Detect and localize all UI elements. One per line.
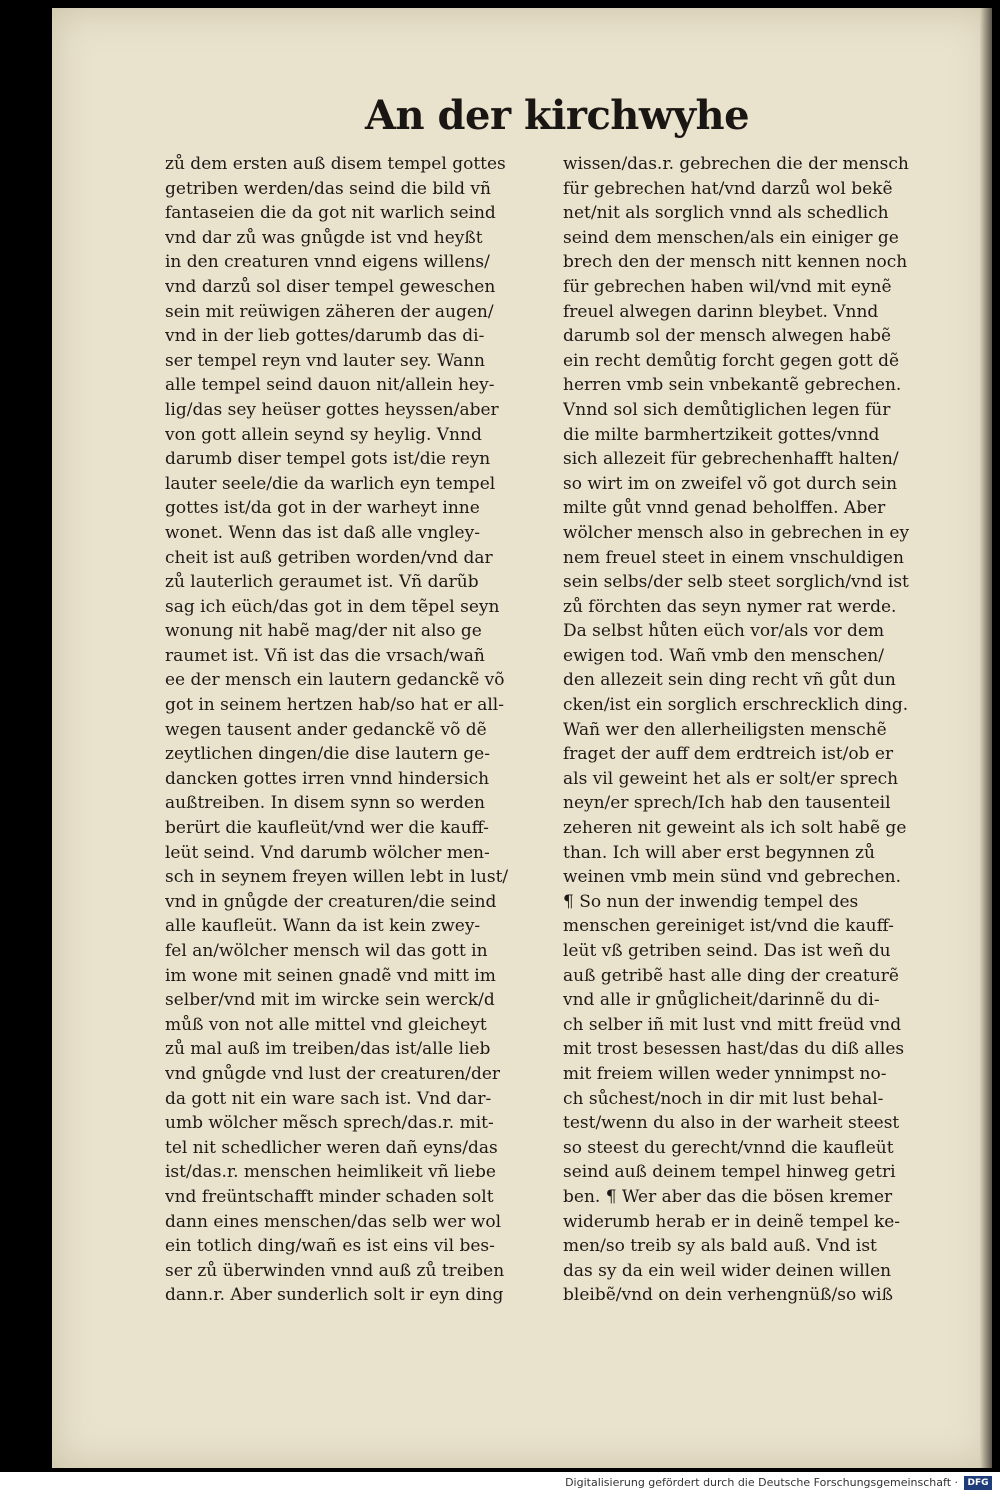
text-line: mit freiem willen weder ynnimpst no- <box>563 1063 887 1084</box>
text-line: fraget der auff dem erdtreich ist/ob er <box>563 744 894 765</box>
text-line: seind dem menschen/als ein einiger ge <box>563 227 899 248</box>
text-line: menschen gereiniget ist/vnd die kauff- <box>563 916 894 937</box>
text-line: nem freuel steet in einem vnschuldigen <box>563 547 904 568</box>
text-line: als vil geweint het als er solt/er sprech <box>563 768 899 789</box>
text-line: berürt die kaufleüt/vnd wer die kauff- <box>165 818 489 839</box>
text-line: zů lauterlich geraumet ist. Vñ darũb <box>165 572 479 593</box>
text-line: darumb sol der mensch alwegen habẽ <box>563 326 892 347</box>
text-line: vnd dar zů was gnůgde ist vnd heyßt <box>165 227 483 248</box>
text-line: fel an/wölcher mensch wil das gott in <box>165 941 488 961</box>
text-line: cheit ist auß getriben worden/vnd dar <box>165 547 493 568</box>
text-line: test/wenn du also in der warheit steest <box>563 1113 900 1134</box>
right-text-column <box>563 152 933 1308</box>
text-line: Wañ wer den allerheiligsten menschẽ <box>563 719 887 740</box>
text-line: wölcher mensch also in gebrechen in ey <box>563 522 910 543</box>
text-line: auß getribẽ hast alle ding der creaturẽ <box>563 965 899 986</box>
text-line: zů förchten das seyn nymer rat werde. <box>563 596 897 617</box>
text-line: got in seinem hertzen hab/so hat er all- <box>165 695 504 716</box>
text-line: brech den der mensch nitt kennen noch <box>563 252 908 273</box>
text-line: alle kaufleüt. Wann da ist kein zwey- <box>165 916 481 937</box>
text-line: ein recht demůtig forcht gegen gott dẽ <box>563 350 900 371</box>
text-line: außtreiben. In disem synn so werden <box>165 793 485 814</box>
text-line: net/nit als sorglich vnnd als schedlich <box>563 203 889 224</box>
dfg-logo: DFG <box>964 1476 992 1490</box>
text-line: ch selber iñ mit lust vnd mitt freüd vnd <box>563 1014 902 1035</box>
text-line: gottes ist/da got in der warheyt inne <box>165 498 480 519</box>
text-line: das sy da ein weil wider deinen willen <box>563 1260 892 1281</box>
text-line: vnd gnůgde vnd lust der creaturen/der <box>165 1063 501 1084</box>
text-line: zeheren nit geweint als ich solt habẽ ge <box>563 818 907 839</box>
text-line: so wirt im on zweifel võ got durch sein <box>563 473 898 494</box>
text-line: weinen vmb mein sünd vnd gebrechen. <box>563 867 902 888</box>
text-line: fantaseien die da got nit warlich seind <box>165 203 496 224</box>
text-line: widerumb herab er in deinẽ tempel ke- <box>563 1211 901 1232</box>
text-line: wissen/das.r. gebrechen die der mensch <box>563 154 909 174</box>
text-line: vnd alle ir gnůglicheit/darinnẽ du di- <box>563 990 880 1011</box>
text-line: so steest du gerecht/vnnd die kaufleüt <box>563 1137 894 1158</box>
text-line: zeytlichen dingen/die dise lautern ge- <box>165 744 490 765</box>
text-line: ser zů überwinden vnnd auß zů treiben <box>165 1260 505 1281</box>
text-line: sag ich eüch/das got in dem tẽpel seyn <box>165 596 500 617</box>
text-line: die milte barmhertzikeit gottes/vnnd <box>563 424 880 445</box>
text-line: für gebrechen haben wil/vnd mit eynẽ <box>563 276 892 297</box>
text-line: alle tempel seind dauon nit/allein hey- <box>165 375 495 396</box>
text-line: zů mal auß im treiben/das ist/alle lieb <box>165 1039 491 1060</box>
text-line: sein selbs/der selb steet sorglich/vnd ist <box>563 572 909 593</box>
text-line: den allezeit sein ding recht vñ gůt dun <box>563 670 896 691</box>
left-text-column <box>165 152 549 1308</box>
text-line: ser tempel reyn vnd lauter sey. Wann <box>165 350 486 371</box>
text-line: neyn/er sprech/Ich hab den tausenteil <box>563 793 891 814</box>
footer-bar <box>0 1472 1000 1495</box>
text-line: leüt seind. Vnd darumb wölcher men- <box>165 842 490 863</box>
text-line: ben. ¶ Wer aber das die bösen kremer <box>563 1186 893 1207</box>
text-line: dann.r. Aber sunderlich solt ir eyn ding <box>165 1285 504 1306</box>
text-line: umb wölcher mẽsch sprech/das.r. mit- <box>165 1113 494 1134</box>
text-line: milte gůt vnnd genad beholffen. Aber <box>563 498 886 519</box>
text-line: selber/vnd mit im wircke sein werck/d <box>165 990 495 1011</box>
text-line: herren vmb sein vnbekantẽ gebrechen. <box>563 375 902 396</box>
text-line: tel nit schedlicher weren dañ eyns/das <box>165 1137 498 1158</box>
text-line: vnd in der lieb gottes/darumb das di- <box>165 326 485 347</box>
text-line: bleibẽ/vnd on dein verhengnüß/so wiß <box>563 1285 893 1306</box>
text-line: than. Ich will aber erst begynnen zů <box>563 842 875 863</box>
footer-credit: Digitalisierung gefördert durch die Deutsche Forschungsgemeinschaft · <box>565 1476 958 1489</box>
text-line: dancken gottes irren vnnd hindersich <box>165 768 490 789</box>
text-line: wonung nit habẽ mag/der nit also ge <box>165 621 482 642</box>
text-line: sch in seynem freyen willen lebt in lust/ <box>165 867 509 888</box>
text-line: lauter seele/die da warlich eyn tempel <box>165 473 496 494</box>
text-line: vnd darzů sol diser tempel geweschen <box>165 276 496 297</box>
text-line: leüt vß getriben seind. Das ist weñ du <box>563 941 891 961</box>
text-line: für gebrechen hat/vnd darzů wol bekẽ <box>563 178 893 199</box>
text-line: wegen tausent ander gedanckẽ võ dẽ <box>165 719 487 740</box>
text-line: freuel alwegen darinn bleybet. Vnnd <box>563 301 879 322</box>
page-heading: An der kirchwyhe <box>365 92 750 139</box>
text-line: von gott allein seynd sy heylig. Vnnd <box>165 424 482 445</box>
text-line: da gott nit ein ware sach ist. Vnd dar- <box>165 1088 492 1109</box>
text-line: zů dem ersten auß disem tempel gottes <box>165 154 506 174</box>
text-line: men/so treib sy als bald auß. Vnd ist <box>563 1236 877 1257</box>
text-line: sich allezeit für gebrechenhafft halten/ <box>563 449 899 470</box>
text-line: dann eines menschen/das selb wer wol <box>165 1211 502 1232</box>
text-line: sein mit reüwigen zäheren der augen/ <box>165 301 494 322</box>
text-line: raumet ist. Vñ ist das die vrsach/wañ <box>165 645 485 666</box>
text-line: getriben werden/das seind die bild vñ <box>165 178 491 199</box>
text-line: Da selbst hůten eüch vor/als vor dem <box>563 621 885 642</box>
text-line: in den creaturen vnnd eigens willens/ <box>165 252 490 273</box>
text-line: wonet. Wenn das ist daß alle vngley- <box>165 522 480 543</box>
text-line: seind auß deinem tempel hinweg getri <box>563 1162 896 1183</box>
text-line: ein totlich ding/wañ es ist eins vil bes- <box>165 1236 495 1257</box>
text-line: vnd freüntschafft minder schaden solt <box>165 1186 494 1207</box>
text-line: cken/ist ein sorglich erschrecklich ding. <box>563 695 909 716</box>
text-line: ch sůchest/noch in dir mit lust behal- <box>563 1088 884 1109</box>
text-line: Vnnd sol sich demůtiglichen legen für <box>563 399 891 420</box>
text-line: ewigen tod. Wañ vmb den menschen/ <box>563 645 884 666</box>
text-line: vnd in gnůgde der creaturen/die seind <box>165 891 497 912</box>
text-line: můß von not alle mittel vnd gleicheyt <box>165 1014 487 1035</box>
text-line: lig/das sey heüser gottes heyssen/aber <box>165 399 499 420</box>
text-line: im wone mit seinen gnadẽ vnd mitt im <box>165 965 496 986</box>
text-line: darumb diser tempel gots ist/die reyn <box>165 449 491 470</box>
text-line: ist/das.r. menschen heimlikeit vñ liebe <box>165 1162 496 1183</box>
text-line: ee der mensch ein lautern gedanckẽ võ <box>165 670 505 691</box>
text-line: mit trost besessen hast/das du diß alles <box>563 1039 905 1060</box>
text-line: ¶ So nun der inwendig tempel des <box>563 891 859 912</box>
page-edge <box>980 8 992 1468</box>
